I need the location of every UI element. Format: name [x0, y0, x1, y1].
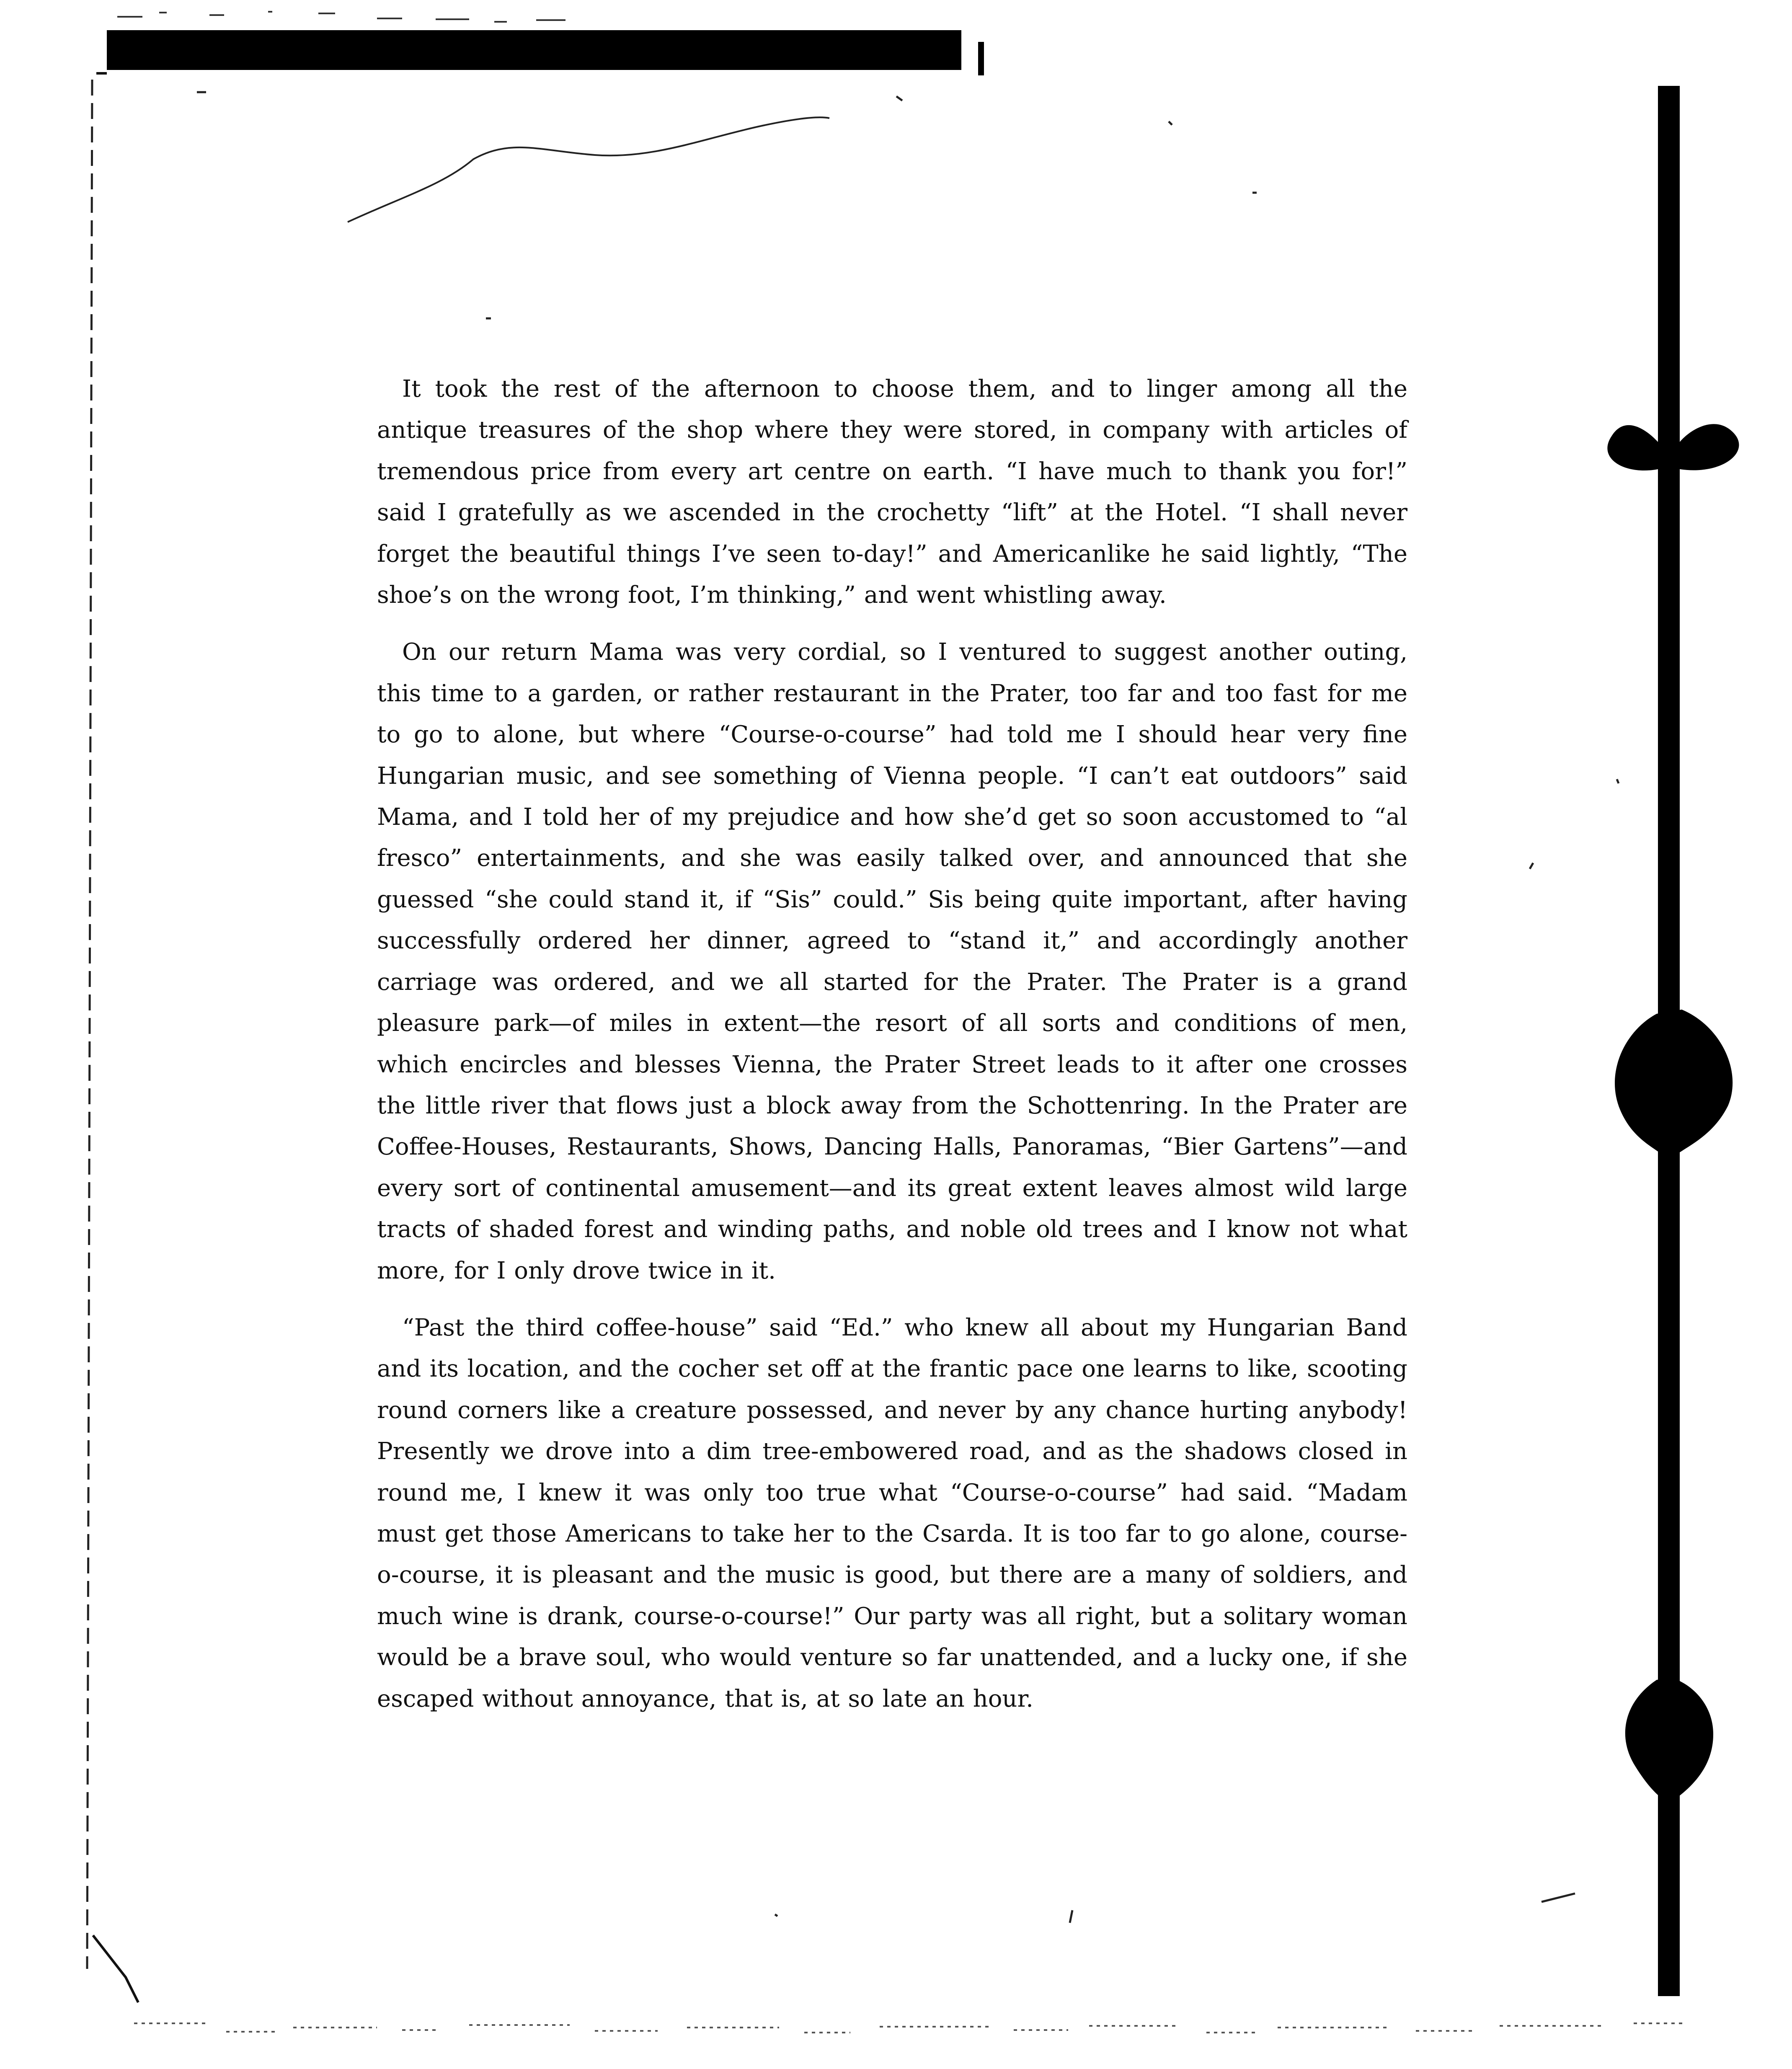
scan-top-speckles	[117, 12, 565, 22]
paragraph-3: “Past the third coffee-house” said “Ed.” who knew all about my Hungarian Band and its location, and the cocher set off at the frantic pace one learns to like, scooting round corners like a creature possessed, and never by any chance hurting anybody! Presently we drove into a dim tree-embowered road, and as the shadows closed in round me, I knew it was only too true what “Course-o-course” had said. “Madam must get those Americans to take her to the Csarda. It is too far to go alone, course-o-course, it is pleasant and the music is good, but there are a many of soldiers, and much wine is drank, course-o-course!” Our party was all right, but a solitary woman would be a brave soul, who would venture so far unattended, and a lucky one, if she escaped without annoyance, that is, at so late an hour.	[377, 1314, 1407, 1713]
scan-bottom-noise	[134, 2023, 1684, 2033]
paragraph-1: It took the rest of the afternoon to choose them, and to linger among all the antique treasures of the shop where they were stored, in company with articles of tremendous price from every art centre on earth. “I have much to thank you for!” said I gratefully as we ascended in the crochetty “lift” at the Hotel. “I shall never forget the beautiful things I’ve seen to-day!” and Americanlike he said lightly, “The shoe’s on the wrong foot, I’m thinking,” and went whistling away.	[377, 375, 1407, 609]
document-body	[377, 369, 1407, 1736]
right-pole-ornament-bottom	[1625, 1678, 1713, 1803]
left-page-edge	[93, 73, 138, 2002]
top-black-bar	[107, 30, 961, 70]
top-black-bar-notch	[978, 42, 984, 75]
right-pole-ornament-middle	[1615, 1010, 1733, 1160]
pen-stroke-curve	[348, 117, 829, 222]
paragraph-2: On our return Mama was very cordial, so I ventured to suggest another outing, this time to a garden, or rather restaurant in the Prater, too far and too fast for me to go to alone, but where “Course-o-course” had told me I should hear very fine Hungarian music, and see something of Vienna people. “I can’t eat outdoors” said Mama, and I told her of my prejudice and how she’d get so soon accustomed to “al fresco” entertainments, and she was easily talked over, and announced that she guessed “she could stand it, if “Sis” could.” Sis being quite important, after having successfully ordered her dinner, agreed to “stand it,” and accordingly another carriage was ordered, and we all started for the Prater. The Prater is a grand pleasure park—of miles in extent—the resort of all sorts and conditions of men, which encircles and blesses Vienna, the Prater Street leads to it after one crosses the little river that flows just a block away from the Schottenring. In the Prater are Coffee-Houses, Restaurants, Shows, Dancing Halls, Panoramas, “Bier Gartens”—and every sort of continental amusement—and its great extent leaves almost wild large tracts of shaded forest and winding paths, and noble old trees and I know not what more, for I only drove twice in it.	[377, 638, 1407, 1284]
left-margin-line	[87, 80, 92, 1969]
